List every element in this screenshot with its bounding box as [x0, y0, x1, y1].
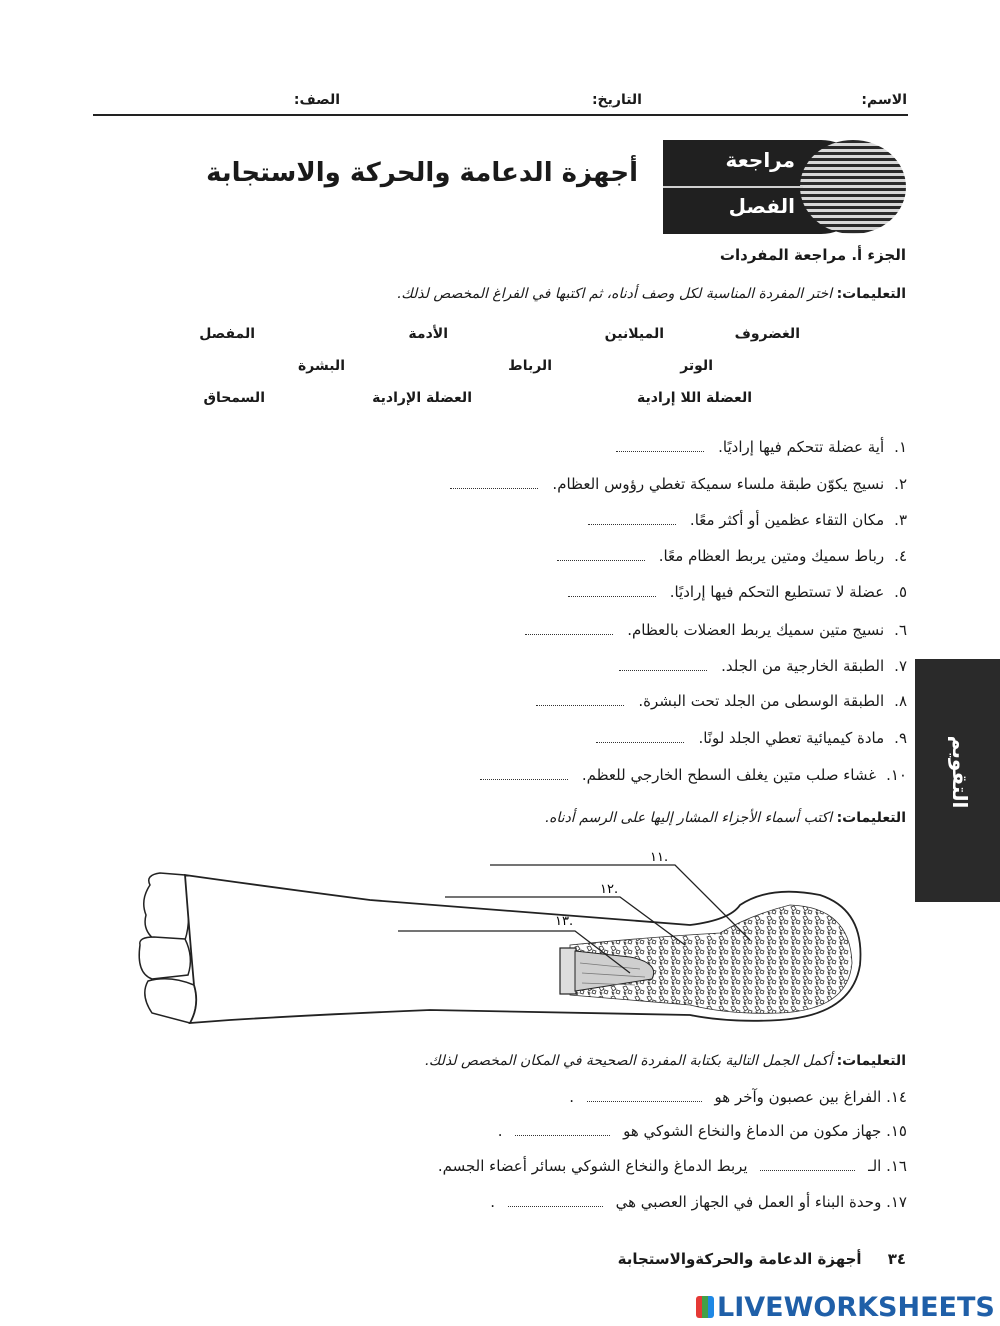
instructions-label: التعليمات: — [836, 286, 906, 302]
logo-icon — [696, 1296, 714, 1318]
fill-number: ١٤. — [886, 1088, 907, 1106]
fill-text-before: وحدة البناء أو العمل في الجهاز العصبي هي — [615, 1193, 882, 1211]
fill-in-item — [490, 1193, 907, 1211]
fill-number: ١٦. — [886, 1157, 907, 1175]
instructions-label: التعليمات: — [836, 1053, 906, 1069]
class-label: الصف: — [293, 92, 340, 108]
bone-diagram — [130, 845, 870, 1040]
instructions-text: اكتب أسماء الأجزاء المشار إليها على الرسم أدناه. — [544, 810, 833, 826]
footer-title: أجهزة الدعامة والحركةوالاستجابة — [617, 1250, 862, 1268]
section-a-heading: الجزء أ. مراجعة المفردات — [719, 246, 906, 264]
question-number: ٣. — [894, 511, 907, 529]
page-footer — [618, 1250, 906, 1268]
word-bank-item: السمحاق — [203, 390, 265, 406]
word-bank-item: العضلة الإرادية — [372, 390, 472, 406]
date-label: التاريخ: — [591, 92, 642, 108]
answer-blank[interactable] — [525, 622, 613, 635]
label-12: ١٢. — [600, 882, 619, 897]
fill-blank[interactable] — [508, 1194, 603, 1207]
word-bank-item: الميلانين — [604, 326, 664, 342]
word-bank-item: العضلة اللا إرادية — [637, 390, 752, 406]
question-number: ١. — [894, 438, 907, 456]
answer-blank[interactable] — [450, 476, 538, 489]
question-item — [557, 547, 907, 565]
question-text: رباط سميك ومتين يربط العظام معًا. — [658, 547, 885, 565]
question-item — [568, 583, 907, 601]
fill-in-item — [569, 1088, 907, 1106]
question-text: الطبقة الوسطى من الجلد تحت البشرة. — [638, 692, 885, 710]
fill-number: ١٥. — [886, 1122, 907, 1140]
answer-blank[interactable] — [596, 730, 684, 743]
striped-disc-icon — [800, 140, 906, 234]
question-text: نسيج متين سميك يربط العضلات بالعظام. — [627, 621, 885, 639]
fill-in-item — [438, 1157, 907, 1175]
word-bank-item: البشرة — [298, 358, 345, 374]
instructions-3 — [424, 1053, 906, 1069]
question-item — [588, 511, 907, 529]
question-text: مكان التقاء عظمين أو أكثر معًا. — [689, 511, 885, 529]
answer-blank[interactable] — [536, 693, 624, 706]
answer-blank[interactable] — [616, 439, 704, 452]
question-text: مادة كيميائية تعطي الجلد لونًا. — [698, 729, 885, 747]
question-number: ١٠. — [886, 766, 907, 784]
fill-text-after: . — [569, 1088, 574, 1106]
answer-blank[interactable] — [619, 658, 707, 671]
badge-line-2: الفصل — [728, 194, 795, 218]
word-bank-item: الغضروف — [734, 326, 800, 342]
instructions-2 — [545, 810, 906, 826]
fill-blank[interactable] — [760, 1158, 855, 1171]
page-number: ٣٤ — [887, 1250, 906, 1268]
fill-blank[interactable] — [587, 1089, 702, 1102]
fill-text-before: الفراغ بين عصبون وآخر هو — [714, 1088, 882, 1106]
fill-text-after: . — [490, 1193, 496, 1211]
question-number: ٤. — [894, 547, 907, 565]
name-label: الاسم: — [861, 92, 907, 108]
question-text: غشاء صلب متين يغلف السطح الخارجي للعظم. — [581, 766, 877, 784]
question-number: ٧. — [894, 657, 907, 675]
word-bank-item: الرباط — [508, 358, 552, 374]
label-11: ١١. — [650, 850, 669, 865]
instructions-text: أكمل الجمل التالية بكتابة المفردة الصحيحة في المكان المخصص لذلك. — [424, 1053, 833, 1069]
question-text: الطبقة الخارجية من الجلد. — [721, 657, 885, 675]
answer-blank[interactable] — [588, 512, 676, 525]
instructions-1 — [397, 286, 906, 302]
word-bank-item: المفصل — [199, 326, 255, 342]
liveworksheets-logo — [696, 1292, 995, 1323]
word-bank-item: الوتر — [680, 358, 713, 374]
fill-text-after: . — [497, 1122, 503, 1140]
question-text: نسيج يكوّن طبقة ملساء سميكة تغطي رؤوس العظام. — [552, 475, 885, 493]
question-number: ٦. — [894, 621, 907, 639]
badge-line-1: مراجعة — [725, 148, 795, 172]
fill-text-before: جهاز مكون من الدماغ والنخاع الشوكي هو — [623, 1122, 882, 1140]
header-rule — [93, 114, 908, 116]
fill-in-item — [498, 1122, 907, 1140]
page-title: أجهزة الدعامة والحركة والاستجابة — [206, 158, 638, 188]
question-item — [525, 621, 907, 639]
fill-text-before: الـ — [868, 1157, 882, 1175]
word-bank-item: الأدمة — [408, 326, 448, 342]
question-item — [536, 692, 907, 710]
question-number: ٨. — [894, 692, 907, 710]
answer-blank[interactable] — [568, 584, 656, 597]
fill-number: ١٧. — [886, 1193, 907, 1211]
question-item — [596, 729, 907, 747]
label-13: ١٣. — [555, 914, 574, 929]
fill-text-after: يربط الدماغ والنخاع الشوكي بسائر أعضاء الجسم. — [437, 1157, 748, 1175]
logo-text: LIVEWORKSHEETS — [717, 1292, 995, 1323]
question-number: ٢. — [894, 475, 907, 493]
question-text: أية عضلة تتحكم فيها إراديًا. — [718, 438, 885, 456]
question-text: عضلة لا تستطيع التحكم فيها إراديًا. — [669, 583, 885, 601]
instructions-label: التعليمات: — [836, 810, 906, 826]
question-item — [480, 766, 907, 784]
question-item — [450, 475, 907, 493]
question-number: ٥. — [894, 583, 907, 601]
badge-divider — [663, 186, 803, 188]
side-tab-label: التقويم — [948, 735, 972, 809]
instructions-text: اختر المفردة المناسبة لكل وصف أدناه، ثم اكتبها في الفراغ المخصص لذلك. — [396, 286, 833, 302]
answer-blank[interactable] — [480, 767, 568, 780]
question-item — [616, 438, 907, 456]
question-number: ٩. — [894, 729, 907, 747]
answer-blank[interactable] — [557, 548, 645, 561]
fill-blank[interactable] — [515, 1123, 610, 1136]
question-item — [619, 657, 907, 675]
